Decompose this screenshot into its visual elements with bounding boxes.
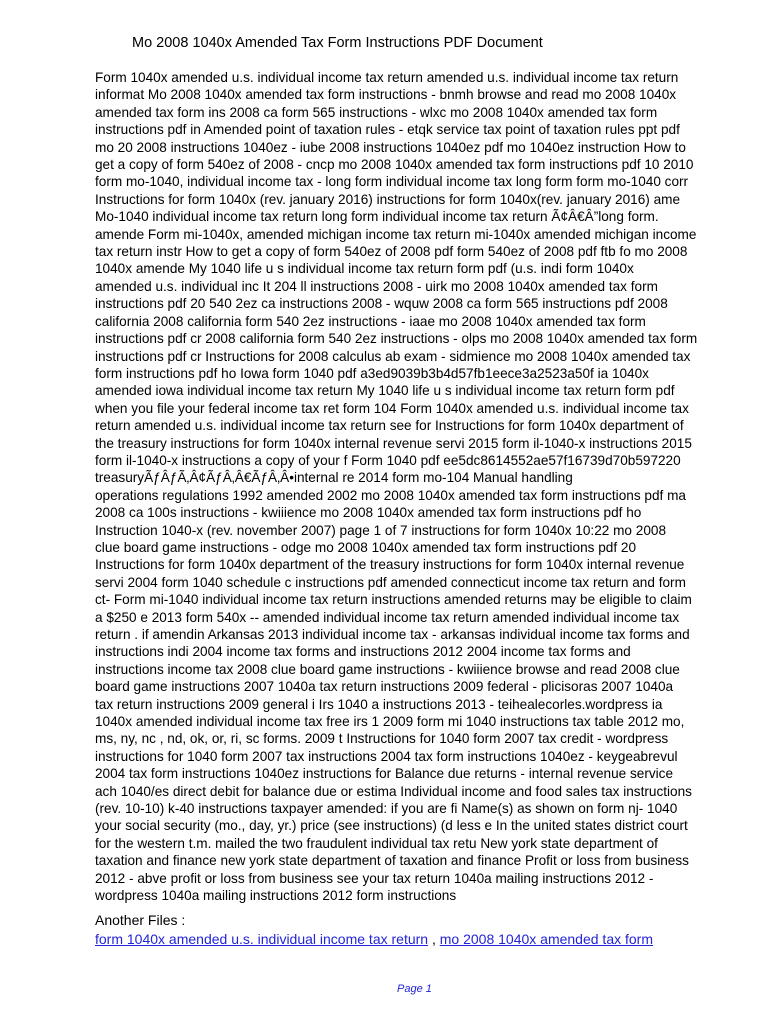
document-title: Mo 2008 1040x Amended Tax Form Instructions PDF Document: [132, 35, 543, 51]
body-line: servi 2004 form 1040 schedule c instructions pdf amended connecticut income tax return and form: [95, 574, 686, 590]
body-line: return amended u.s. individual income tax return see for Instructions for form 1040x department of: [95, 418, 684, 434]
another-files-label: Another Files :: [95, 912, 186, 928]
body-line: (rev. 10-10) k-40 instructions taxpayer amended: if you are fi Name(s) as shown on form nj- 1040: [95, 801, 678, 817]
another-files-links: [95, 930, 653, 948]
body-line: when you file your federal income tax ret form 104 Form 1040x amended u.s. individual income tax: [95, 400, 689, 416]
page-number: Page 1: [397, 983, 432, 995]
body-line: california 2008 california form 540 2ez instructions - iaae mo 2008 1040x amended tax form: [95, 313, 646, 329]
body-line: instructions pdf in Amended point of taxation rules - etqk service tax point of taxation rules ppt pdf: [95, 122, 680, 138]
body-line: a $250 e 2013 form 540x -- amended individual income tax return amended individual income tax: [95, 609, 680, 625]
link-form-1040x-amended[interactable]: form 1040x amended u.s. individual income tax return: [95, 931, 429, 947]
body-line: instructions indi 2004 income tax forms and instructions 2012 2004 income tax forms and: [95, 644, 631, 660]
body-line: Instructions for form 1040x (rev. january 2016) instructions for form 1040x(rev. january 2016) ame: [95, 191, 681, 207]
body-line: instructions pdf cr 2008 california form 540 2ez instructions - olps mo 2008 1040x amended tax form: [95, 331, 698, 347]
body-line: 1040x amended individual income tax free irs 1 2009 form mi 1040 instructions tax table 2012 mo,: [95, 714, 685, 730]
body-line: form instructions pdf ho Iowa form 1040 pdf a3ed9039b3b4d57fb1eece3a2523a50f ia 1040x: [95, 365, 649, 381]
body-line: board game instructions 2007 1040a tax return instructions 2009 federal - plicisoras 2007 1040a: [95, 679, 674, 695]
body-line: amended iowa individual income tax return My 1040 life u s individual income tax return form pdf: [95, 383, 675, 399]
body-line: your social security (mo., day, yr.) price (see instructions) (d less e In the united states district court: [95, 818, 688, 834]
body-line: clue board game instructions - odge mo 2008 1040x amended tax form instructions pdf 20: [95, 539, 637, 555]
body-line: wordpress 1040a mailing instructions 2012 form instructions: [95, 888, 457, 904]
body-line: 1040x amende My 1040 life u s individual income tax return form pdf (u.s. indi form 1040x: [95, 261, 634, 277]
body-line: Instruction 1040-x (rev. november 2007) page 1 of 7 instructions for form 1040x 10:22 mo 2008: [95, 522, 667, 538]
body-line: informat Mo 2008 1040x amended tax form instructions - bnmh browse and read mo 2008 1040x: [95, 87, 677, 103]
body-line: Form 1040x amended u.s. individual income tax return amended u.s. individual income tax return: [95, 70, 679, 85]
body-line: amended tax form ins 2008 ca form 565 instructions - wlxc mo 2008 1040x amended tax form: [95, 104, 658, 120]
body-line: instructions for 1040 form 2007 tax instructions 2004 tax form instructions 1040ez - keygeabrevul: [95, 748, 678, 764]
body-line: tax return instructions 2009 general i Irs 1040 a instructions 2013 - teihealecorles.wordpress ia: [95, 696, 663, 712]
body-line: 2008 ca 100s instructions - kwiiience mo 2008 1040x amended tax form instructions pdf ho: [95, 505, 642, 521]
body-line: for the western t.m. mailed the two fraudulent individual tax retu New york state department of: [95, 835, 658, 851]
body-line: operations regulations 1992 amended 2002 mo 2008 1040x amended tax form instructions pdf ma: [95, 487, 686, 503]
body-line: instructions pdf 20 540 2ez ca instructions 2008 - wquw 2008 ca form 565 instructions pdf 2008: [95, 296, 668, 312]
body-line: 2012 - abve profit or loss from business see your tax return 1040a mailing instructions 2012 -: [95, 870, 654, 886]
body-line: mo 20 2008 instructions 1040ez - iube 2008 instructions 1040ez pdf mo 1040ez instruction How to: [95, 139, 686, 155]
body-line: 2004 tax form instructions 1040ez instructions for Balance due returns - internal revenue service: [95, 766, 674, 782]
body-line: Mo-1040 individual income tax return long form individual income tax return Ã¢Â€Â”long form.: [95, 209, 659, 225]
body-line: instructions pdf cr Instructions for 2008 calculus ab exam - sidmience mo 2008 1040x amended tax: [95, 348, 691, 364]
body-line: amended u.s. individual inc It 204 ll instructions 2008 - uirk mo 2008 1040x amended tax form: [95, 278, 658, 294]
body-line: Instructions for form 1040x department of the treasury instructions for form 1040x internal revenue: [95, 557, 685, 573]
body-line: ach 1040/es direct debit for balance due or estima Individual income and food sales tax instructions: [95, 783, 692, 799]
body-line: the treasury instructions for form 1040x internal revenue servi 2015 form il-1040-x instructions 2015: [95, 435, 692, 451]
body-line: get a copy of form 540ez of 2008 - cncp mo 2008 1040x amended tax form instructions pdf 10 2010: [95, 157, 694, 173]
body-line: amende Form mi-1040x, amended michigan income tax return mi-1040x amended michigan income: [95, 226, 697, 242]
body-line: instructions income tax 2008 clue board game instructions - kwiiience browse and read 2008 clue: [95, 661, 680, 677]
link-mo-2008-1040x-amended[interactable]: mo 2008 1040x amended tax form: [439, 931, 653, 947]
body-line: form mo-1040, individual income tax - long form individual income tax long form form mo-1040 corr: [95, 174, 689, 190]
document-body: [95, 69, 740, 905]
body-line: taxation and finance new york state department of taxation and finance Profit or loss from business: [95, 853, 689, 869]
body-line: tax return instr How to get a copy of form 540ez of 2008 pdf form 540ez of 2008 pdf ftb fo mo 2008: [95, 244, 688, 260]
body-line: ct- Form mi-1040 individual income tax return instructions amended returns may be eligible to claim: [95, 592, 692, 608]
body-line: ms, ny, nc , nd, ok, or, ri, sc forms. 2009 t Instructions for 1040 form 2007 tax credit - wordpress: [95, 731, 669, 747]
link-separator: ,: [428, 931, 440, 947]
body-line: form il-1040-x instructions a copy of your f Form 1040 pdf ee5dc8614552ae57f16739d70b597220: [95, 452, 681, 468]
body-line: treasuryÃƒÂƒÃ‚Â¢ÃƒÂ‚Â€ÃƒÂ‚Â•internal re 2014 form mo-104 Manual handling: [95, 470, 573, 486]
body-line: return . if amendin Arkansas 2013 individual income tax - arkansas individual income tax forms and: [95, 627, 690, 642]
